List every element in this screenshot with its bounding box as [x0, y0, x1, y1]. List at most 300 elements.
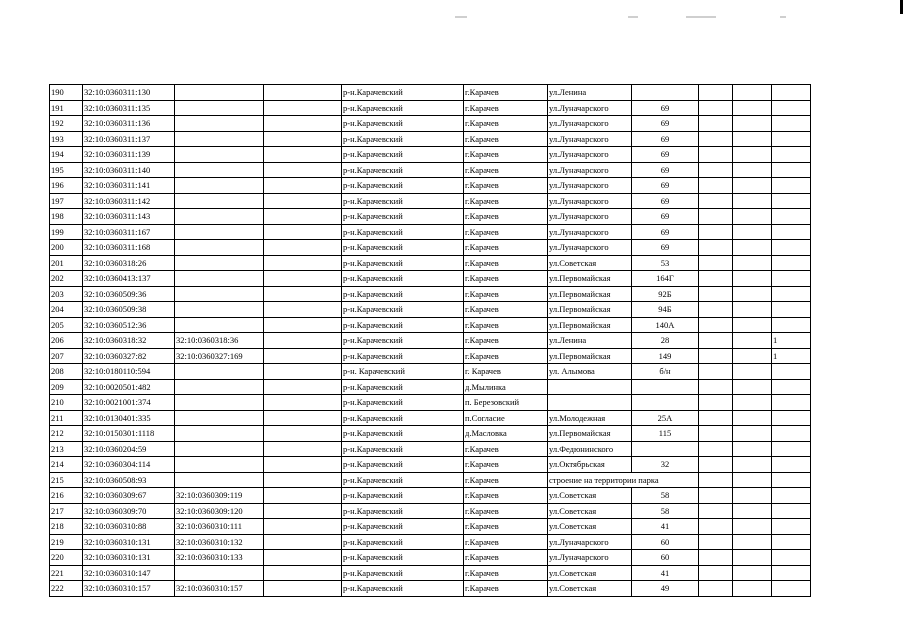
district: р-н.Карачевский [342, 209, 464, 225]
district: р-н.Карачевский [342, 472, 464, 488]
locality: г.Карачев [464, 472, 548, 488]
house-number: 60 [632, 550, 699, 566]
empty-cell [264, 348, 342, 364]
row-number: 197 [50, 193, 83, 209]
table-row [50, 488, 811, 504]
extra-cell-1 [699, 426, 733, 442]
street: ул.Луначарского [548, 116, 632, 132]
scan-speck [780, 16, 786, 18]
extra-cell-2 [733, 255, 772, 271]
district: р-н.Карачевский [342, 519, 464, 535]
row-number: 195 [50, 162, 83, 178]
empty-cell [264, 100, 342, 116]
extra-cell-2 [733, 193, 772, 209]
house-number: 58 [632, 488, 699, 504]
street: ул.Первомайская [548, 317, 632, 333]
house-number: 69 [632, 193, 699, 209]
extra-cell-2 [733, 209, 772, 225]
empty-cell [264, 395, 342, 411]
extra-cell-1 [699, 364, 733, 380]
street: ул.Первомайская [548, 302, 632, 318]
house-number: 115 [632, 426, 699, 442]
extra-cell-2 [733, 178, 772, 194]
house-number: 69 [632, 100, 699, 116]
extra-cell-3 [772, 581, 811, 597]
extra-cell-1 [699, 178, 733, 194]
extra-cell-3 [772, 550, 811, 566]
row-number: 194 [50, 147, 83, 163]
linked-cadastral-number [175, 379, 264, 395]
district: р-н.Карачевский [342, 550, 464, 566]
extra-cell-3 [772, 395, 811, 411]
empty-cell [264, 472, 342, 488]
locality: г.Карачев [464, 457, 548, 473]
empty-cell [264, 317, 342, 333]
cadastral-number: 32:10:0360204:59 [83, 441, 175, 457]
linked-cadastral-number [175, 565, 264, 581]
extra-cell-2 [733, 472, 772, 488]
extra-cell-2 [733, 395, 772, 411]
empty-cell [264, 457, 342, 473]
table-row [50, 178, 811, 194]
cadastral-number: 32:10:0360413:137 [83, 271, 175, 287]
table-row [50, 286, 811, 302]
extra-cell-2 [733, 503, 772, 519]
row-number: 198 [50, 209, 83, 225]
empty-cell [264, 550, 342, 566]
row-number: 205 [50, 317, 83, 333]
row-number: 207 [50, 348, 83, 364]
linked-cadastral-number: 32:10:0360309:120 [175, 503, 264, 519]
street: ул.Первомайская [548, 271, 632, 287]
extra-cell-3 [772, 240, 811, 256]
locality: г.Карачев [464, 147, 548, 163]
table-row [50, 364, 811, 380]
house-number: 69 [632, 178, 699, 194]
table-row [50, 379, 811, 395]
extra-cell-1 [699, 581, 733, 597]
extra-cell-3 [772, 379, 811, 395]
extra-cell-1 [699, 410, 733, 426]
extra-cell-3 [772, 565, 811, 581]
extra-cell-3 [772, 224, 811, 240]
locality: г.Карачев [464, 178, 548, 194]
extra-cell-3 [772, 193, 811, 209]
row-number: 219 [50, 534, 83, 550]
extra-cell-1 [699, 550, 733, 566]
street: ул.Луначарского [548, 100, 632, 116]
linked-cadastral-number: 32:10:0360310:157 [175, 581, 264, 597]
extra-cell-3 [772, 286, 811, 302]
linked-cadastral-number [175, 395, 264, 411]
scan-speck [628, 16, 638, 18]
house-number: 149 [632, 348, 699, 364]
table-row [50, 395, 811, 411]
empty-cell [264, 441, 342, 457]
locality: г.Карачев [464, 131, 548, 147]
property-registry-table [49, 84, 811, 597]
extra-cell-3 [772, 519, 811, 535]
extra-cell-1 [699, 503, 733, 519]
district: р-н.Карачевский [342, 271, 464, 287]
street: ул.Молодежная [548, 410, 632, 426]
cadastral-number: 32:10:0360318:26 [83, 255, 175, 271]
locality: г.Карачев [464, 519, 548, 535]
street: ул.Луначарского [548, 131, 632, 147]
locality: д.Мылинка [464, 379, 548, 395]
table-row [50, 209, 811, 225]
linked-cadastral-number [175, 457, 264, 473]
extra-cell-3 [772, 100, 811, 116]
street: ул.Луначарского [548, 224, 632, 240]
cadastral-number: 32:10:0360310:131 [83, 550, 175, 566]
row-number: 204 [50, 302, 83, 318]
extra-cell-3 [772, 147, 811, 163]
row-number: 215 [50, 472, 83, 488]
linked-cadastral-number [175, 131, 264, 147]
extra-cell-1 [699, 147, 733, 163]
extra-cell-1 [699, 116, 733, 132]
row-number: 190 [50, 85, 83, 101]
table-row [50, 550, 811, 566]
table-row [50, 410, 811, 426]
extra-cell-3 [772, 131, 811, 147]
linked-cadastral-number: 32:10:0360309:119 [175, 488, 264, 504]
row-number: 200 [50, 240, 83, 256]
house-number: 69 [632, 224, 699, 240]
street: ул.Советская [548, 488, 632, 504]
house-number: 53 [632, 255, 699, 271]
empty-cell [264, 131, 342, 147]
cadastral-number: 32:10:0360310:131 [83, 534, 175, 550]
extra-cell-3 [772, 472, 811, 488]
street [548, 379, 632, 395]
extra-cell-1 [699, 162, 733, 178]
linked-cadastral-number [175, 317, 264, 333]
district: р-н.Карачевский [342, 255, 464, 271]
registry-body [50, 85, 811, 597]
cadastral-number: 32:10:0360311:168 [83, 240, 175, 256]
locality: г.Карачев [464, 503, 548, 519]
table-row [50, 255, 811, 271]
locality: п. Березовский [464, 395, 548, 411]
cadastral-number: 32:10:0360310:157 [83, 581, 175, 597]
empty-cell [264, 565, 342, 581]
locality: г.Карачев [464, 534, 548, 550]
extra-cell-1 [699, 302, 733, 318]
table-row [50, 100, 811, 116]
table-row [50, 116, 811, 132]
extra-cell-1 [699, 255, 733, 271]
linked-cadastral-number [175, 472, 264, 488]
district: р-н.Карачевский [342, 581, 464, 597]
table-row [50, 193, 811, 209]
row-number: 213 [50, 441, 83, 457]
table-row [50, 457, 811, 473]
street: ул.Луначарского [548, 209, 632, 225]
empty-cell [264, 503, 342, 519]
extra-cell-2 [733, 379, 772, 395]
district: р-н.Карачевский [342, 317, 464, 333]
empty-cell [264, 488, 342, 504]
cadastral-number: 32:10:0150301:1118 [83, 426, 175, 442]
house-number [632, 379, 699, 395]
row-number: 203 [50, 286, 83, 302]
extra-cell-3 [772, 457, 811, 473]
linked-cadastral-number [175, 255, 264, 271]
street: ул.Советская [548, 503, 632, 519]
linked-cadastral-number [175, 441, 264, 457]
extra-cell-1 [699, 271, 733, 287]
house-number: 164Г [632, 271, 699, 287]
locality: г.Карачев [464, 85, 548, 101]
table-row [50, 162, 811, 178]
cadastral-number: 32:10:0360318:32 [83, 333, 175, 349]
district: р-н.Карачевский [342, 240, 464, 256]
empty-cell [264, 410, 342, 426]
street: ул.Ленина [548, 85, 632, 101]
street: ул. Алымова [548, 364, 632, 380]
street: ул.Октябрьская [548, 457, 632, 473]
extra-cell-2 [733, 534, 772, 550]
district: р-н.Карачевский [342, 131, 464, 147]
district: р-н.Карачевский [342, 410, 464, 426]
locality: г.Карачев [464, 565, 548, 581]
cadastral-number: 32:10:0360509:36 [83, 286, 175, 302]
district: р-н.Карачевский [342, 333, 464, 349]
cadastral-number: 32:10:0360304:114 [83, 457, 175, 473]
district: р-н.Карачевский [342, 565, 464, 581]
district: р-н.Карачевский [342, 534, 464, 550]
row-number: 209 [50, 379, 83, 395]
district: р-н.Карачевский [342, 302, 464, 318]
extra-cell-1 [699, 209, 733, 225]
empty-cell [264, 224, 342, 240]
linked-cadastral-number [175, 286, 264, 302]
extra-cell-1 [699, 240, 733, 256]
extra-cell-1 [699, 193, 733, 209]
empty-cell [264, 271, 342, 287]
extra-cell-2 [733, 162, 772, 178]
locality: г.Карачев [464, 333, 548, 349]
district: р-н.Карачевский [342, 503, 464, 519]
table-row [50, 534, 811, 550]
street: строение на территории парка [548, 472, 699, 488]
linked-cadastral-number [175, 209, 264, 225]
locality: г.Карачев [464, 116, 548, 132]
cadastral-number: 32:10:0360311:135 [83, 100, 175, 116]
street: ул.Луначарского [548, 534, 632, 550]
linked-cadastral-number [175, 302, 264, 318]
house-number: 69 [632, 116, 699, 132]
locality: г. Карачев [464, 364, 548, 380]
table-row [50, 581, 811, 597]
linked-cadastral-number [175, 426, 264, 442]
district: р-н.Карачевский [342, 488, 464, 504]
locality: г.Карачев [464, 317, 548, 333]
extra-cell-3 [772, 503, 811, 519]
extra-cell-2 [733, 410, 772, 426]
extra-cell-2 [733, 100, 772, 116]
locality: г.Карачев [464, 162, 548, 178]
empty-cell [264, 85, 342, 101]
house-number: 69 [632, 240, 699, 256]
cadastral-number: 32:10:0360509:38 [83, 302, 175, 318]
extra-cell-1 [699, 333, 733, 349]
row-number: 220 [50, 550, 83, 566]
table-row [50, 85, 811, 101]
district: р-н.Карачевский [342, 85, 464, 101]
house-number: 69 [632, 209, 699, 225]
locality: г.Карачев [464, 441, 548, 457]
extra-cell-3 [772, 178, 811, 194]
district: р-н.Карачевский [342, 224, 464, 240]
empty-cell [264, 534, 342, 550]
row-number: 206 [50, 333, 83, 349]
extra-cell-1 [699, 85, 733, 101]
extra-cell-3 [772, 302, 811, 318]
district: р-н.Карачевский [342, 395, 464, 411]
row-number: 212 [50, 426, 83, 442]
empty-cell [264, 240, 342, 256]
locality: г.Карачев [464, 286, 548, 302]
street: ул.Луначарского [548, 240, 632, 256]
extra-cell-1 [699, 441, 733, 457]
row-number: 201 [50, 255, 83, 271]
house-number: 49 [632, 581, 699, 597]
row-number: 208 [50, 364, 83, 380]
extra-cell-1 [699, 286, 733, 302]
row-number: 196 [50, 178, 83, 194]
extra-cell-1 [699, 534, 733, 550]
row-number: 210 [50, 395, 83, 411]
cadastral-number: 32:10:0360310:147 [83, 565, 175, 581]
row-number: 221 [50, 565, 83, 581]
locality: г.Карачев [464, 302, 548, 318]
street: ул.Первомайская [548, 348, 632, 364]
linked-cadastral-number [175, 271, 264, 287]
extra-cell-3: 1 [772, 333, 811, 349]
extra-cell-2 [733, 302, 772, 318]
house-number [632, 85, 699, 101]
extra-cell-3 [772, 426, 811, 442]
extra-cell-3 [772, 534, 811, 550]
street: ул.Советская [548, 581, 632, 597]
extra-cell-3 [772, 255, 811, 271]
locality: г.Карачев [464, 240, 548, 256]
empty-cell [264, 364, 342, 380]
row-number: 222 [50, 581, 83, 597]
extra-cell-1 [699, 472, 733, 488]
extra-cell-2 [733, 271, 772, 287]
house-number: 41 [632, 519, 699, 535]
district: р-н.Карачевский [342, 286, 464, 302]
locality: г.Карачев [464, 255, 548, 271]
linked-cadastral-number [175, 410, 264, 426]
locality: г.Карачев [464, 348, 548, 364]
house-number: 69 [632, 131, 699, 147]
district: р-н.Карачевский [342, 426, 464, 442]
extra-cell-2 [733, 441, 772, 457]
extra-cell-1 [699, 379, 733, 395]
row-number: 193 [50, 131, 83, 147]
extra-cell-3 [772, 271, 811, 287]
empty-cell [264, 426, 342, 442]
extra-cell-2 [733, 426, 772, 442]
locality: г.Карачев [464, 224, 548, 240]
linked-cadastral-number: 32:10:0360327:169 [175, 348, 264, 364]
empty-cell [264, 379, 342, 395]
linked-cadastral-number [175, 364, 264, 380]
extra-cell-2 [733, 333, 772, 349]
cadastral-number: 32:10:0360311:141 [83, 178, 175, 194]
linked-cadastral-number: 32:10:0360310:133 [175, 550, 264, 566]
extra-cell-2 [733, 364, 772, 380]
table-row [50, 271, 811, 287]
linked-cadastral-number [175, 162, 264, 178]
row-number: 216 [50, 488, 83, 504]
linked-cadastral-number: 32:10:0360310:111 [175, 519, 264, 535]
linked-cadastral-number [175, 240, 264, 256]
locality: г.Карачев [464, 100, 548, 116]
district: р-н.Карачевский [342, 100, 464, 116]
extra-cell-1 [699, 519, 733, 535]
locality: п.Согласие [464, 410, 548, 426]
house-number: 41 [632, 565, 699, 581]
cadastral-number: 32:10:0360310:88 [83, 519, 175, 535]
house-number: 32 [632, 457, 699, 473]
street: ул.Луначарского [548, 162, 632, 178]
extra-cell-1 [699, 131, 733, 147]
linked-cadastral-number [175, 178, 264, 194]
house-number: 69 [632, 162, 699, 178]
extra-cell-2 [733, 286, 772, 302]
linked-cadastral-number: 32:10:0360318:36 [175, 333, 264, 349]
linked-cadastral-number [175, 100, 264, 116]
empty-cell [264, 255, 342, 271]
district: р-н.Карачевский [342, 379, 464, 395]
district: р-н.Карачевский [342, 116, 464, 132]
linked-cadastral-number: 32:10:0360310:132 [175, 534, 264, 550]
empty-cell [264, 162, 342, 178]
street: ул.Луначарского [548, 178, 632, 194]
cadastral-number: 32:10:0360311:140 [83, 162, 175, 178]
district: р-н.Карачевский [342, 457, 464, 473]
cadastral-number: 32:10:0360311:139 [83, 147, 175, 163]
row-number: 218 [50, 519, 83, 535]
street: ул.Луначарского [548, 147, 632, 163]
cadastral-number: 32:10:0360311:137 [83, 131, 175, 147]
empty-cell [264, 581, 342, 597]
extra-cell-3 [772, 209, 811, 225]
house-number: 58 [632, 503, 699, 519]
extra-cell-2 [733, 317, 772, 333]
extra-cell-2 [733, 240, 772, 256]
table-row [50, 333, 811, 349]
extra-cell-2 [733, 147, 772, 163]
cadastral-number: 32:10:0130401:335 [83, 410, 175, 426]
table-row [50, 131, 811, 147]
cadastral-number: 32:10:0021001:374 [83, 395, 175, 411]
table-row [50, 441, 811, 457]
empty-cell [264, 519, 342, 535]
street [548, 395, 632, 411]
cadastral-number: 32:10:0360311:167 [83, 224, 175, 240]
empty-cell [264, 209, 342, 225]
table-row [50, 519, 811, 535]
extra-cell-3 [772, 85, 811, 101]
extra-cell-3: 1 [772, 348, 811, 364]
